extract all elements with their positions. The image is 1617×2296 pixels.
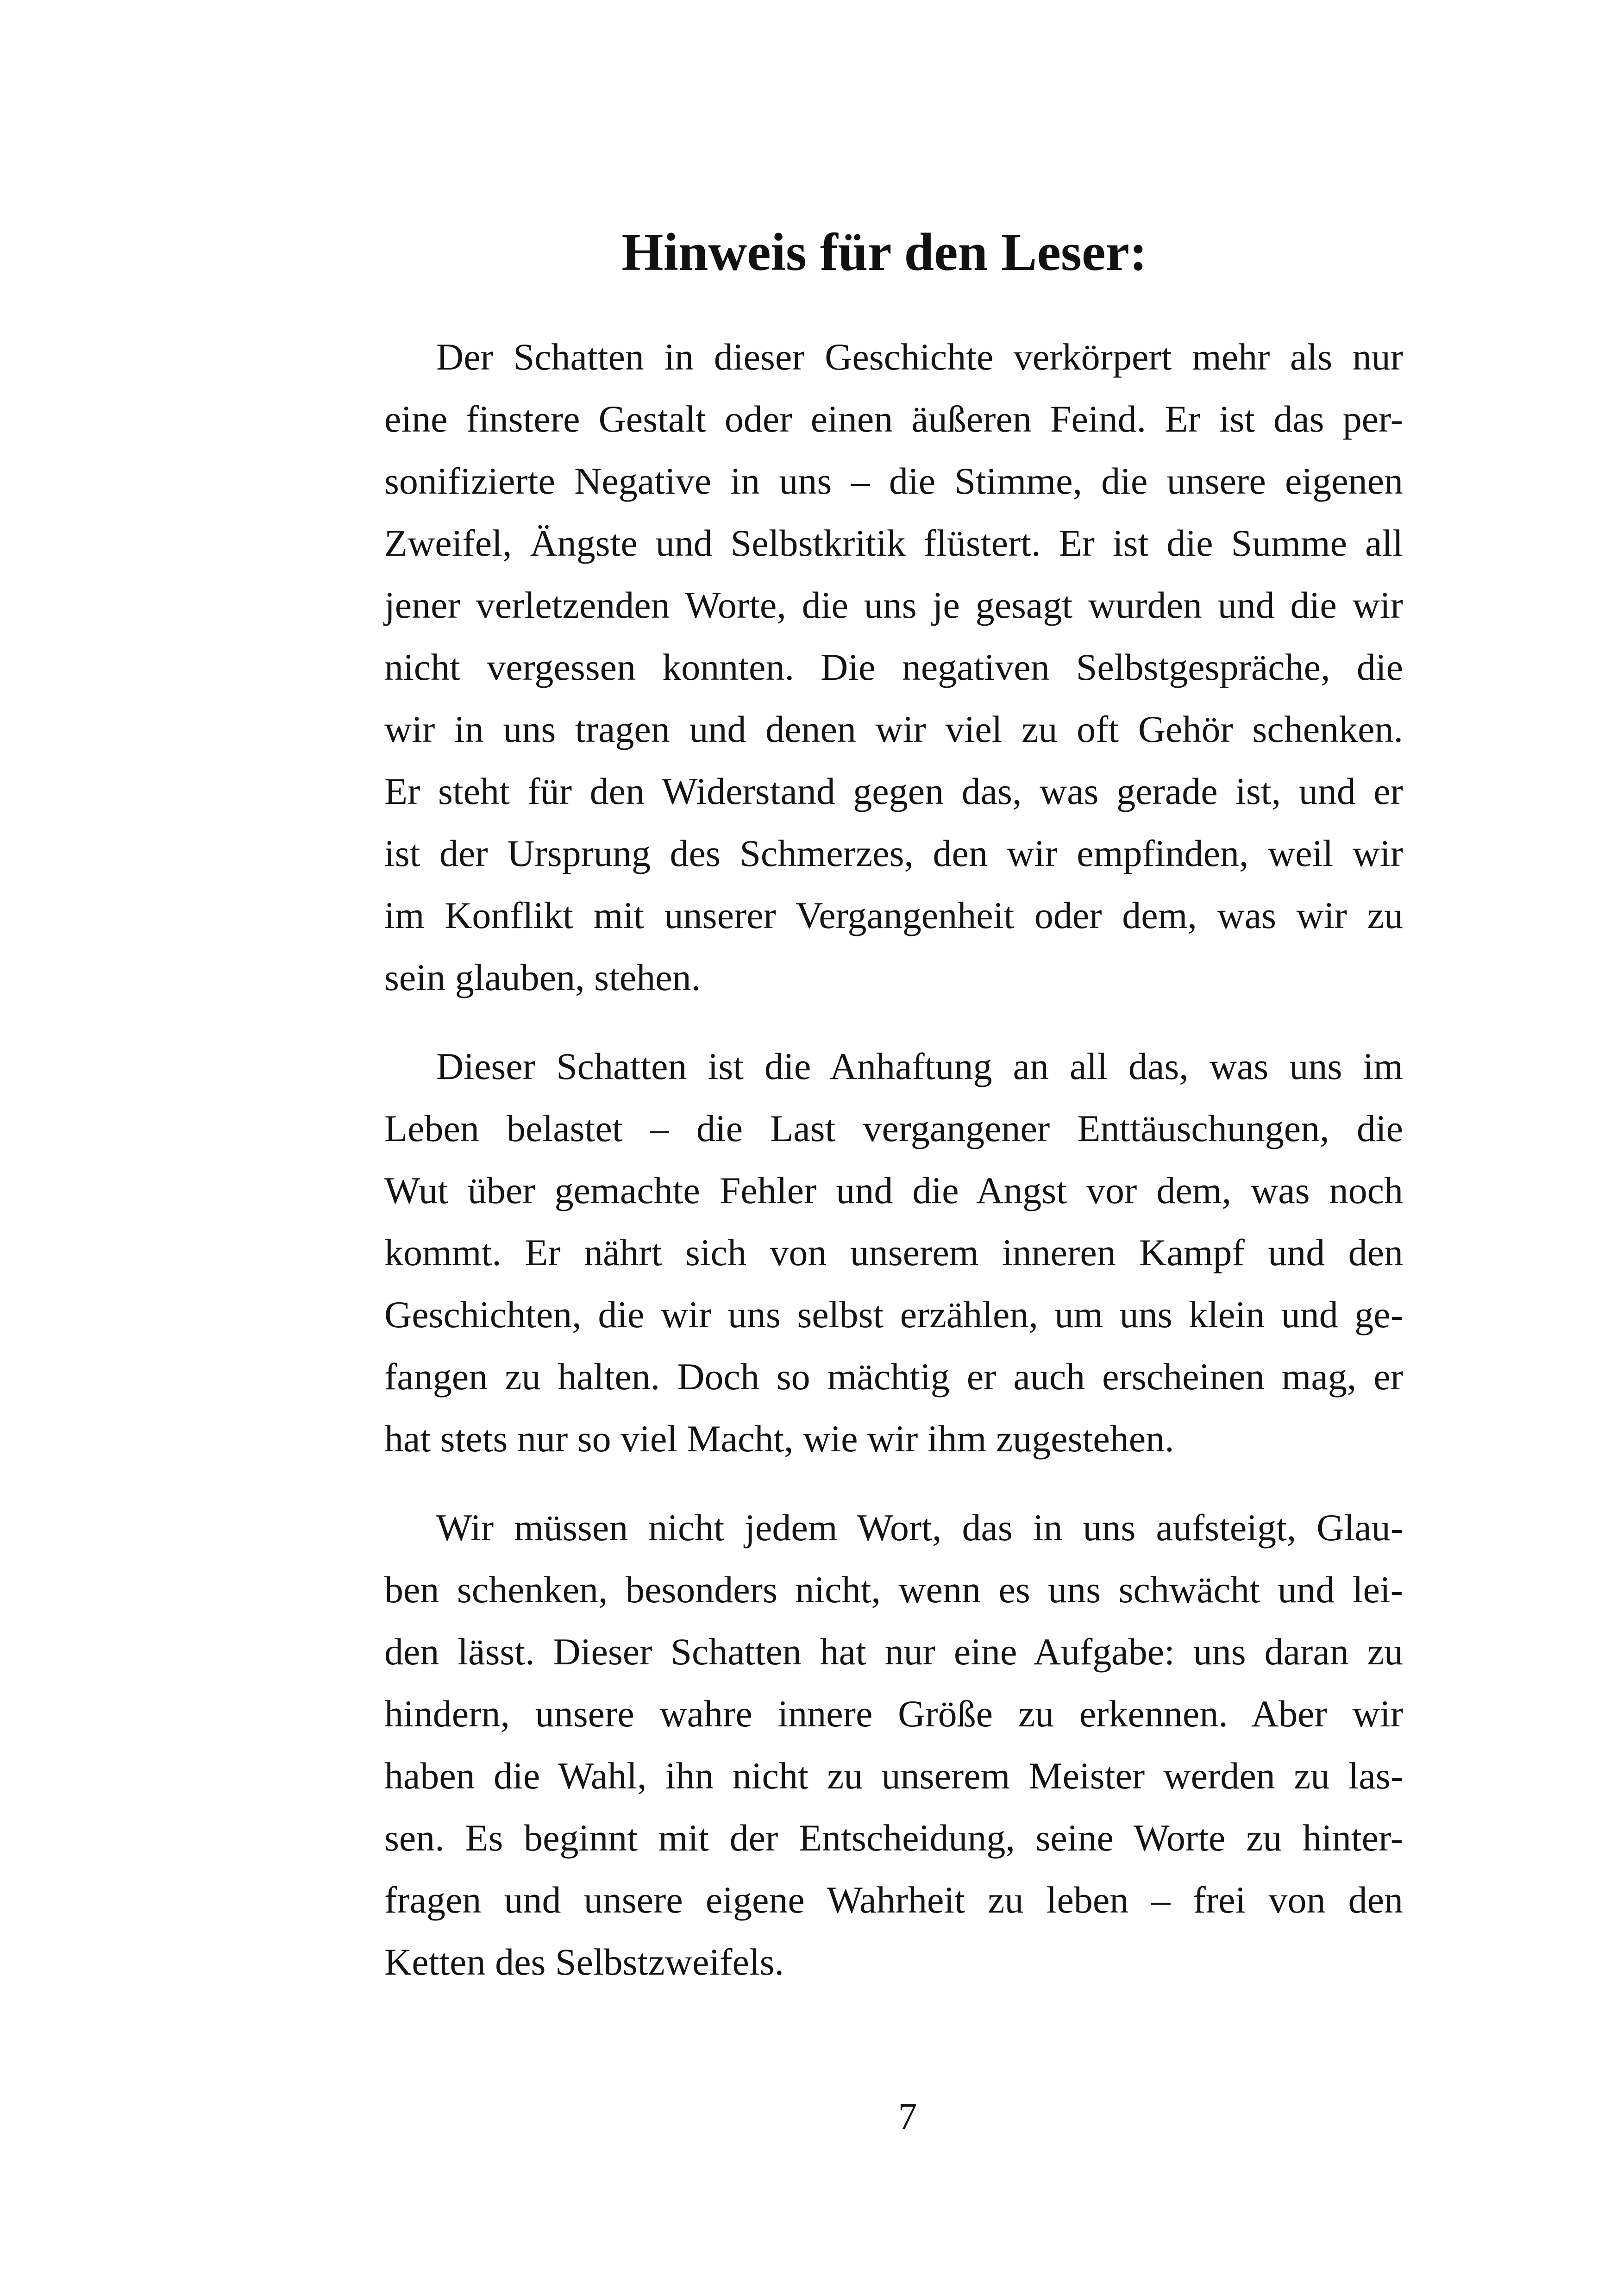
text-line: sen. Es beginnt mit der Entscheidung, seine Worte zu hinter-	[384, 1817, 1403, 1859]
text-line: fragen und unsere eigene Wahrheit zu leben – frei von den	[384, 1879, 1403, 1921]
text-line: hindern, unsere wahre innere Größe zu erkennen. Aber wir	[384, 1693, 1403, 1735]
text-line: jener verletzenden Worte, die uns je gesagt wurden und die wir	[384, 584, 1403, 626]
page-number: 7	[898, 2095, 917, 2137]
text-line: sein glauben, stehen.	[384, 956, 701, 998]
text-line: wir in uns tragen und denen wir viel zu oft Gehör schenken.	[384, 708, 1403, 750]
text-line: Wut über gemachte Fehler und die Angst vor dem, was noch	[384, 1169, 1403, 1211]
text-line: ist der Ursprung des Schmerzes, den wir empfinden, weil wir	[384, 832, 1403, 874]
text-line: fangen zu halten. Doch so mächtig er auch erscheinen mag, er	[384, 1355, 1403, 1398]
text-line: ben schenken, besonders nicht, wenn es uns schwächt und lei-	[384, 1568, 1403, 1611]
text-line: Er steht für den Widerstand gegen das, was gerade ist, und er	[384, 770, 1403, 812]
text-line: kommt. Er nährt sich von unserem inneren Kampf und den	[384, 1231, 1403, 1273]
text-line: Leben belastet – die Last vergangener Enttäuschungen, die	[384, 1107, 1403, 1149]
paragraph-3	[384, 1497, 1403, 1993]
text-line: Geschichten, die wir uns selbst erzählen, um uns klein und ge-	[384, 1293, 1403, 1336]
text-line: nicht vergessen konnten. Die negativen Selbstgespräche, die	[384, 646, 1403, 688]
text-line: hat stets nur so viel Macht, wie wir ihm zugestehen.	[384, 1418, 1174, 1460]
text-line: Dieser Schatten ist die Anhaftung an all das, was uns im	[436, 1045, 1403, 1087]
text-line: im Konflikt mit unserer Vergangenheit oder dem, was wir zu	[384, 894, 1403, 936]
text-line: haben die Wahl, ihn nicht zu unserem Meister werden zu las-	[384, 1755, 1403, 1797]
text-line: den lässt. Dieser Schatten hat nur eine Aufgabe: uns daran zu	[384, 1631, 1403, 1673]
body-text	[384, 326, 1403, 1993]
text-line: Wir müssen nicht jedem Wort, das in uns aufsteigt, Glau-	[436, 1506, 1403, 1549]
text-line: sonifizierte Negative in uns – die Stimme, die unsere eigenen	[384, 460, 1403, 502]
text-line: eine finstere Gestalt oder einen äußeren Feind. Er ist das per-	[384, 398, 1403, 440]
paragraph-2	[384, 1035, 1403, 1470]
page-title: Hinweis für den Leser:	[621, 223, 1147, 282]
paragraph-1	[384, 326, 1403, 1009]
text-line: Der Schatten in dieser Geschichte verkörpert mehr als nur	[436, 336, 1403, 378]
text-line: Zweifel, Ängste und Selbstkritik flüstert. Er ist die Summe all	[384, 522, 1403, 564]
text-line: Ketten des Selbstzweifels.	[384, 1941, 784, 1983]
